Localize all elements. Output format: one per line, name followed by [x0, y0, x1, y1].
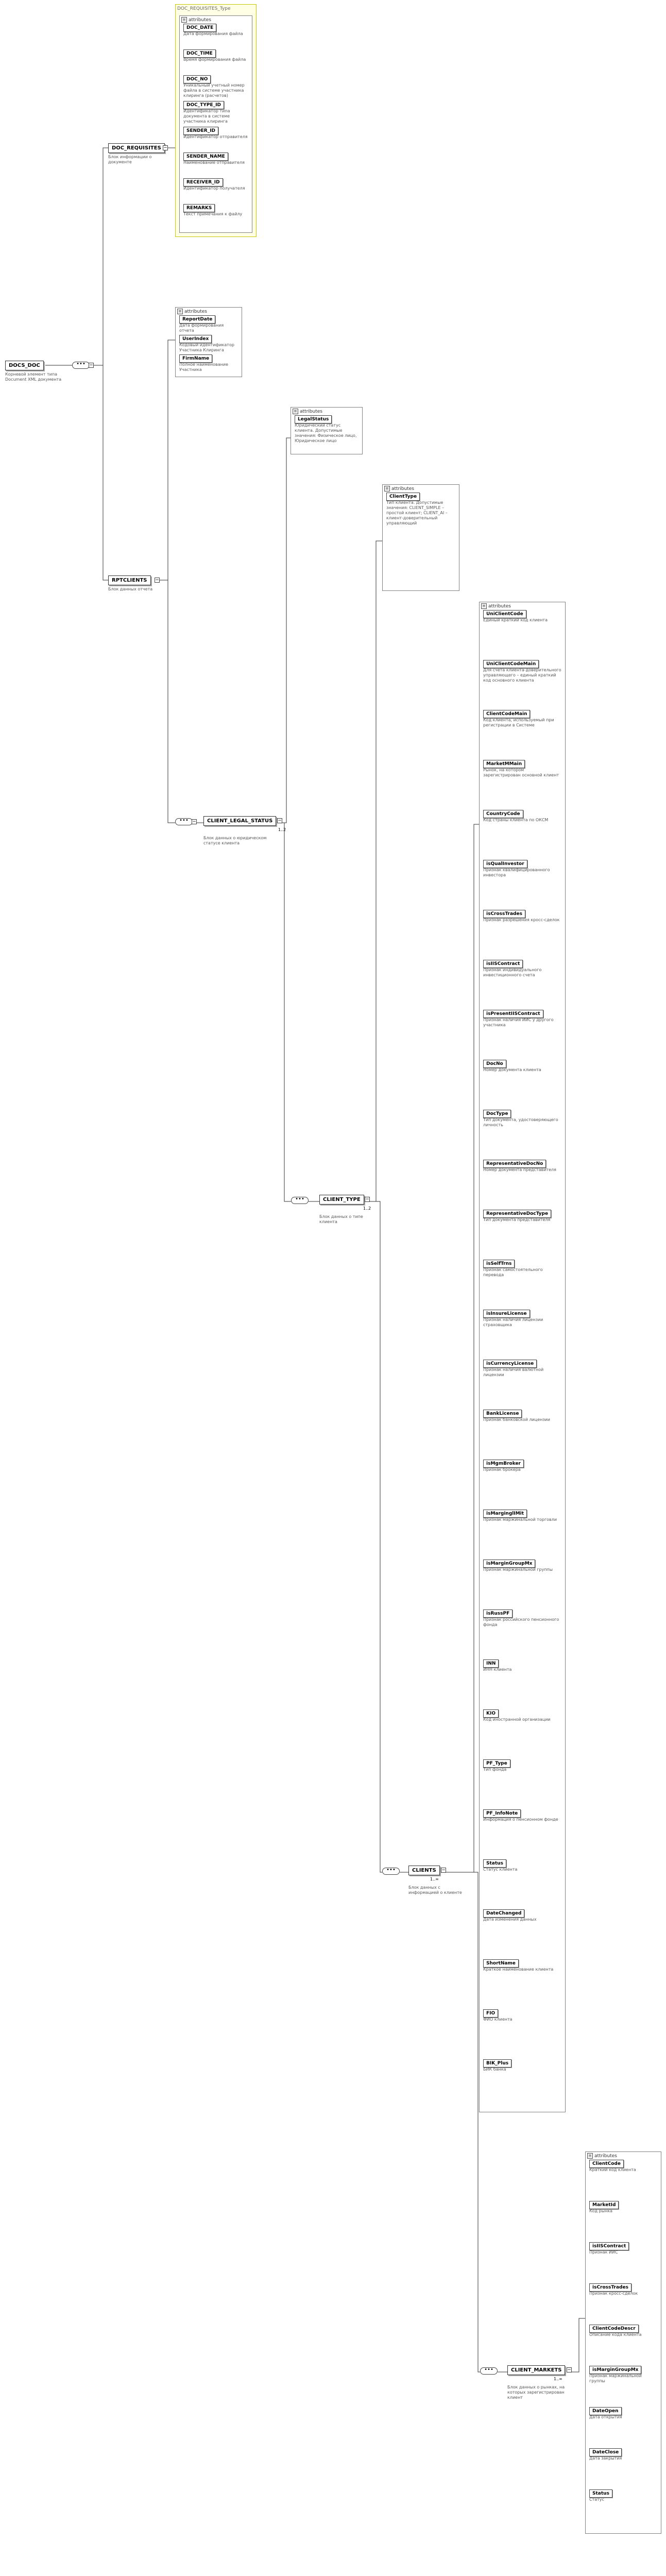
client-attr-29[interactable]: BIK_Plus	[483, 2059, 511, 2067]
client_legal_status-attr-0[interactable]: LegalStatus	[295, 415, 332, 423]
client-attr-desc-25: Статус клиента	[483, 1867, 518, 1872]
client-attributes-header	[480, 602, 565, 610]
clients-node[interactable]: CLIENTS	[408, 1866, 440, 1875]
client-attr-12[interactable]: RepresentativeDocType	[483, 1210, 551, 1218]
client-attr-desc-9: Номер документа клиента	[483, 1067, 541, 1072]
doc_requisites-attr-desc-2: Уникальный учетный номер файла в системе участника клиринга (расчетов)	[183, 83, 245, 98]
client_markets-attr-desc-0: Краткий код клиента	[589, 2167, 636, 2172]
client_markets-attr-desc-7: Дата закрытия	[589, 2456, 622, 2461]
client_type-attr-0[interactable]: ClientType	[386, 493, 420, 501]
rptclients-attr-2[interactable]: FirmName	[179, 354, 212, 363]
client-attr-desc-15: Признак наличия валютной лицензии	[483, 1367, 544, 1377]
connector	[400, 1872, 480, 2372]
rptclients-attributes-header	[176, 308, 242, 315]
client_markets-attr-desc-5: Признак маржинальной группы	[589, 2374, 642, 2383]
client-attr-desc-1: Для счета клиента-доверительного управляющего – единый краткий код основного клиента	[483, 668, 561, 683]
doc_requisites-attr-desc-5: Наименование отправителя	[183, 160, 245, 165]
connector	[168, 580, 175, 823]
client-attr-desc-27: Краткое наименование клиента	[483, 1967, 554, 1972]
client-attr-14[interactable]: isInsureLicense	[483, 1310, 530, 1318]
rptclients-attr-desc-2: Полное наименование Участника	[179, 362, 228, 372]
connector	[282, 438, 291, 823]
client-attr-9[interactable]: DocNo	[483, 1060, 506, 1068]
client-attr-11[interactable]: RepresentativeDocNo	[483, 1160, 546, 1168]
doc_requisites-attr-desc-1: Время формирования файла	[183, 57, 246, 62]
attributes-label: attributes	[189, 17, 211, 23]
client_markets-attr-2[interactable]: isIISContract	[589, 2242, 629, 2250]
rptclients-node[interactable]: RPTCLIENTS	[108, 575, 151, 585]
client-attr-desc-21: ИНН клиента	[483, 1667, 512, 1672]
rptclients-seq-collapse-icon[interactable]: −	[192, 819, 196, 824]
client-attr-15[interactable]: isCurrencyLicense	[483, 1360, 537, 1368]
client_markets-attr-desc-6: Дата открытия	[589, 2415, 622, 2419]
rptclients-attr-0[interactable]: ReportDate	[179, 315, 215, 324]
client_type-attr-desc-0: Тип клиента. Допустимые значения: CLIENT_SIMPLE – простой клиент; CLIENT_AI – клиент-доверительный управляющий	[386, 500, 448, 526]
client-attr-6[interactable]: isCrossTrades	[483, 910, 525, 918]
client_markets-attr-4[interactable]: ClientCodeDescr	[589, 2325, 639, 2333]
clients-multiplicity: 1..∞	[430, 1877, 439, 1882]
client_markets-attr-desc-2: Признак ИИС	[589, 2250, 618, 2255]
client-attr-4[interactable]: CountryCode	[483, 810, 523, 818]
client-attr-5[interactable]: isQualInvestor	[483, 860, 527, 868]
client-attr-desc-7: Признак индивидуального инвестиционного счета	[483, 968, 542, 977]
attributes-label: attributes	[184, 309, 207, 314]
client-legal-status-node[interactable]: CLIENT_LEGAL_STATUS	[203, 816, 276, 826]
client-attr-desc-23: Тип фонда	[483, 1767, 507, 1772]
root-node-desc: Корневой элемент типа Document XML документа	[5, 372, 62, 382]
client-attr-17[interactable]: isMgmBroker	[483, 1460, 524, 1468]
client_type-attributes-header	[383, 485, 459, 493]
root-collapse-icon[interactable]: −	[89, 363, 93, 368]
client_markets-attr-6[interactable]: DateOpen	[589, 2407, 622, 2415]
client-attr-desc-4: Код страны клиента по ОКСМ	[483, 818, 549, 822]
client-attr-desc-22: Код иностранной организации	[483, 1717, 551, 1722]
client-attr-desc-18: Признак маржинальной торговли	[483, 1517, 557, 1522]
attributes-label: attributes	[300, 409, 322, 414]
client-type-collapse-icon[interactable]: −	[365, 1197, 369, 1202]
connector	[103, 148, 108, 365]
doc_requisites-attr-1[interactable]: DOC_TIME	[183, 49, 216, 58]
client-attr-desc-12: Тип документа представителя	[483, 1217, 551, 1222]
client_markets-attr-3[interactable]: isCrossTrades	[589, 2283, 631, 2292]
rptclients-sequence	[175, 818, 193, 825]
client-attr-16[interactable]: BankLicense	[483, 1410, 522, 1418]
client-attr-23[interactable]: PF_Type	[483, 1759, 510, 1768]
doc_requisites-attr-desc-0: Дата формирования файла	[183, 31, 243, 36]
connector	[197, 823, 291, 1201]
connector	[572, 2318, 585, 2372]
clients-collapse-icon[interactable]: −	[441, 1868, 446, 1873]
client-attr-10[interactable]: DocType	[483, 1110, 511, 1118]
client-legal-status-desc: Блок данных о юридическом статусе клиента	[203, 836, 267, 845]
rptclients-desc: Блок данных отчета	[108, 587, 153, 591]
doc_requisites-attr-2[interactable]: DOC_NO	[183, 75, 211, 83]
doc-requisites-collapse-icon[interactable]: −	[163, 145, 167, 150]
attributes-label: attributes	[391, 486, 414, 492]
doc-requisites-node[interactable]: DOC_REQUISITES	[108, 143, 165, 153]
client-attr-desc-24: Информация о пенсионном фонде	[483, 1817, 558, 1822]
client_markets-attr-desc-1: Код рынка	[589, 2209, 613, 2213]
client-attr-desc-14: Признак наличия лицензии страховщика	[483, 1317, 543, 1327]
attributes-icon: ≡	[384, 486, 390, 492]
clients-desc: Блок данных с информацией о клиенте	[408, 1885, 462, 1895]
client-attr-desc-2: Код клиента, используемый при регистрации в Системе	[483, 718, 554, 727]
connector	[446, 824, 479, 1872]
rptclients-attr-desc-0: Дата формирования отчета	[179, 323, 224, 333]
client-attr-desc-11: Номер документа представителя	[483, 1167, 556, 1172]
client-markets-parent-sequence	[480, 2367, 498, 2375]
client_legal_status-attr-desc-0: Юридический статус клиента. Допустимые значения: Физическое лицо, Юридическое лицо	[295, 423, 357, 443]
client_markets-attr-5[interactable]: isMarginGroupMx	[589, 2366, 641, 2374]
client_markets-attr-7[interactable]: DateClose	[589, 2448, 622, 2456]
doc-requisites-type-label: DOC_REQUISITES_Type	[177, 6, 231, 11]
client-attr-desc-0: Единый краткий код клиента	[483, 618, 548, 622]
attributes-icon: ≡	[181, 17, 187, 23]
client-attr-21[interactable]: INN	[483, 1659, 499, 1668]
client_markets-attributes-header	[586, 2152, 661, 2160]
doc_requisites-attr-3[interactable]: DOC_TYPE_ID	[183, 101, 224, 109]
client_legal_status-attributes-header	[291, 408, 362, 415]
attributes-label: attributes	[488, 603, 511, 609]
client_markets-attr-desc-3: Признак кросс-сделок	[589, 2291, 638, 2296]
client-attr-26[interactable]: DateChanged	[483, 1909, 524, 1918]
client-attr-desc-20: Признак российского пенсионного фонда	[483, 1617, 559, 1627]
client-attr-8[interactable]: isPresentIISContract	[483, 1010, 543, 1018]
attributes-icon: ≡	[481, 603, 487, 609]
doc_requisites-attr-6[interactable]: RECEIVER_ID	[183, 178, 223, 187]
doc-requisites-desc: Блок информации о документе	[108, 155, 152, 164]
attributes-icon: ≡	[293, 409, 298, 414]
client-legal-status-multiplicity: 1..2	[278, 827, 286, 832]
client-attr-20[interactable]: isRussPF	[483, 1609, 513, 1618]
doc_requisites-attr-desc-3: Идентификатор типа документа в системе участника клиринга	[183, 109, 230, 124]
client-attr-0[interactable]: UniClientCode	[483, 610, 526, 618]
connector	[103, 365, 108, 580]
client-attr-desc-17: Признак брокера	[483, 1467, 521, 1472]
root-node-docs-doc[interactable]: DOCS_DOC	[5, 361, 44, 370]
connector	[309, 1201, 382, 1872]
client-legal-status-collapse-icon[interactable]: −	[278, 818, 282, 823]
client-attr-1[interactable]: UniClientCodeMain	[483, 660, 539, 668]
rptclients-attr-desc-1: Кодовый идентификатор Участника Клиринга	[179, 343, 234, 352]
client-attr-25[interactable]: Status	[483, 1859, 506, 1868]
client-attr-desc-6: Признак разрешения кросс-сделок	[483, 918, 560, 922]
client_markets-attr-1[interactable]: MarketId	[589, 2201, 619, 2209]
client_markets-attr-desc-4: Описание кода клиента	[589, 2332, 642, 2337]
connector	[370, 541, 382, 1201]
client_markets-attr-desc-8: Статус	[589, 2497, 604, 2502]
doc_requisites-attr-0[interactable]: DOC_DATE	[183, 24, 216, 32]
attributes-icon: ≡	[177, 309, 183, 314]
client-attr-desc-10: Тип документа, удостоверяющего личность	[483, 1117, 558, 1127]
client-attr-desc-3: Рынок, на котором зарегистрирован основной клиент	[483, 768, 559, 777]
client-attr-3[interactable]: MarketMMain	[483, 760, 525, 768]
client-attr-desc-19: Признак маржинальной группы	[483, 1567, 553, 1572]
client-markets-desc: Блок данных о рынках, на которых зарегистрирован клиент	[507, 2385, 565, 2400]
doc_requisites-attr-7[interactable]: REMARKS	[183, 204, 215, 212]
attributes-label: attributes	[594, 2153, 617, 2159]
client-attr-desc-28: ФИО клиента	[483, 2017, 513, 2022]
client-attr-7[interactable]: isIISContract	[483, 960, 523, 968]
client-attr-desc-26: Дата изменения данных	[483, 1917, 537, 1922]
client-markets-multiplicity: 1..∞	[554, 2377, 562, 2381]
client-attr-27[interactable]: ShortName	[483, 1959, 519, 1968]
client-markets-collapse-icon[interactable]: −	[567, 2367, 571, 2372]
client-attr-28[interactable]: FIO	[483, 2009, 498, 2018]
doc_requisites-attr-desc-4: Идентификатор отправителя	[183, 134, 248, 139]
client-attr-18[interactable]: isMarginglIMit	[483, 1510, 527, 1518]
client-attr-desc-8: Признак наличия ИИС у другого участника	[483, 1018, 554, 1027]
client_markets-attr-8[interactable]: Status	[589, 2489, 612, 2498]
client_markets-attr-0[interactable]: ClientCode	[589, 2160, 624, 2168]
client-attr-22[interactable]: KIO	[483, 1709, 499, 1718]
client-attr-desc-29: БИК банка	[483, 2067, 506, 2072]
client-attr-desc-16: Признак банковской лицензии	[483, 1417, 550, 1422]
attributes-icon: ≡	[587, 2153, 593, 2159]
client-type-desc: Блок данных о типе клиента	[319, 1214, 363, 1224]
connector	[168, 340, 175, 580]
client-attr-2[interactable]: ClientCodeMain	[483, 710, 530, 718]
client-attr-13[interactable]: isSelfTrns	[483, 1260, 515, 1268]
client-type-node[interactable]: CLIENT_TYPE	[319, 1195, 364, 1205]
doc_requisites-attr-5[interactable]: SENDER_NAME	[183, 152, 228, 161]
rptclients-attr-1[interactable]: UserIndex	[179, 335, 212, 343]
doc_requisites-attr-desc-7: Текст примечания к файлу	[183, 212, 243, 216]
doc_requisites-attr-desc-6: Идентификатор получателя	[183, 186, 245, 191]
client-attr-desc-13: Признак самостоятельного перевода	[483, 1267, 543, 1277]
client-attr-19[interactable]: isMarginGroupMx	[483, 1560, 535, 1568]
client-markets-node[interactable]: CLIENT_MARKETS	[507, 2365, 565, 2375]
client-type-multiplicity: 1..2	[363, 1206, 371, 1211]
doc_requisites-attributes-header	[180, 16, 252, 24]
client-attr-desc-5: Признак квалифицированного инвестора	[483, 868, 550, 877]
rptclients-collapse-icon[interactable]: −	[155, 578, 159, 583]
client-attr-24[interactable]: PF_InfoNote	[483, 1809, 521, 1818]
doc_requisites-attr-4[interactable]: SENDER_ID	[183, 127, 218, 135]
root-sequence	[72, 362, 90, 369]
client-type-parent-sequence	[291, 1197, 309, 1204]
client-parent-sequence	[382, 1868, 400, 1875]
